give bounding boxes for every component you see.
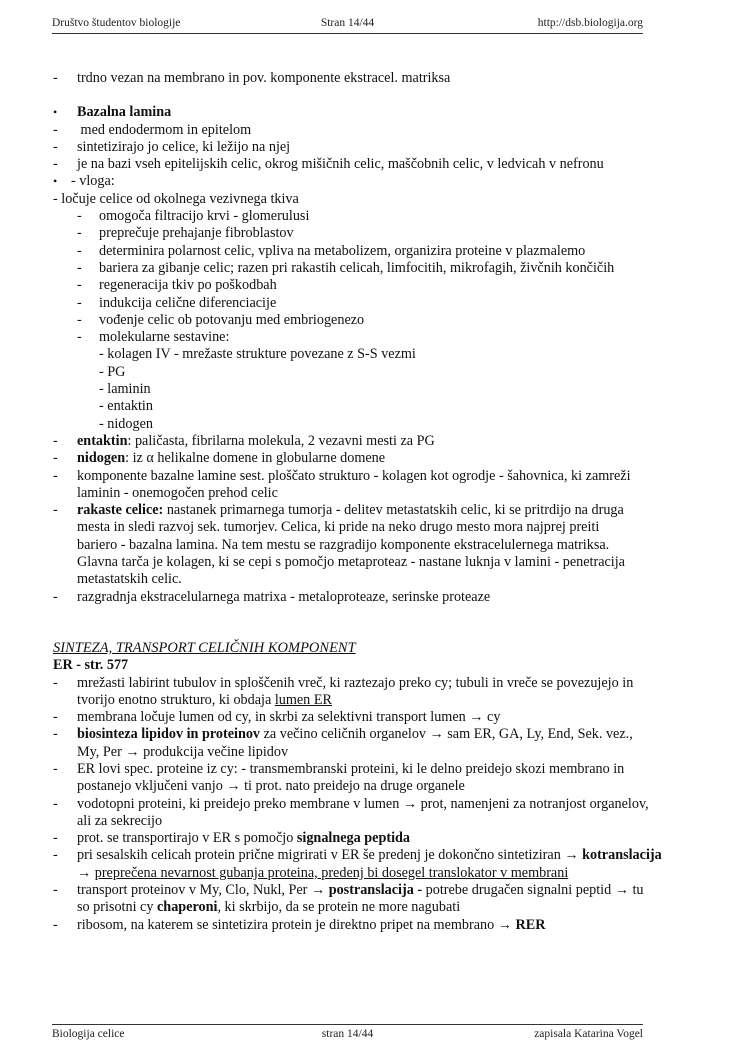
page-header [52, 17, 643, 34]
list-item: - mrežasti labirint tubulov in sploščenih vreč, ki raztezajo preko cy; tubuli in vreče se povezujejo in tvorijo enotno strukturo, ki obdaja lumen ER [53, 674, 634, 708]
vloga-heading: • - vloga: [53, 173, 115, 190]
term-rakaste-celice: rakaste celice: [77, 502, 164, 519]
header-url: http://dsb.biologija.org [537, 17, 643, 29]
header-org: Društvo študentov biologije [52, 17, 181, 29]
er-heading: ER - str. 577 [53, 657, 129, 674]
list-item: - biosinteza lipidov in proteinov za večino celičnih organelov → sam ER, GA, Ly, End, Sek. vez., My, Per → produkcija večine lipidov [53, 726, 633, 760]
heading-bazalna: Bazalna lamina [77, 104, 172, 121]
molecular-item: - PG [99, 363, 126, 380]
term-nidogen: nidogen [77, 450, 126, 467]
list-item: - komponente bazalne lamine sest. ploščato strukturo - kolagen kot ogrodje - šahovnica, ki zamreži laminin - onemogočen prehod celic [53, 467, 631, 501]
section-title: SINTEZA, TRANSPORT CELIČNIH KOMPONENT [53, 639, 356, 656]
list-item: - vođenje celic ob potovanju med embriogenezo [77, 311, 365, 328]
list-item: - ER lovi spec. proteine iz cy: - transmembranski proteini, ki le delno preidejo skozi membrano in postanejo vključeni vanjo → ti prot. nato preidejo na druge organele [53, 760, 625, 795]
list-item: - pri sesalskih celicah protein prične migrirati v ER še predenj je dokončno sintetiziran → kotranslacija → preprečena nevarnost gubanja proteina, predenj bi dosegel translokator v membrani [53, 847, 662, 881]
list-item: - transport proteinov v My, Clo, Nukl, Per → postranslacija - potrebe drugačen signalni peptid → tu so prisotni cy chaperoni, ki skrbijo, da se protein ne more nagubati [53, 882, 644, 916]
document-body [53, 70, 662, 934]
list-item: - membrana ločuje lumen od cy, in skrbi za selektivni transport lumen → cy [53, 709, 501, 726]
footer-author: zapisala Katarina Vogel [534, 1028, 643, 1040]
list-item: - omogoča filtracijo krvi - glomerulusi [77, 208, 310, 225]
bullet-icon: • [53, 174, 58, 189]
list-item: - preprečuje prehajanje fibroblastov [77, 225, 294, 242]
list-item: - med endodermom in epitelom [53, 121, 252, 138]
list-item: - nidogen: iz α helikalne domene in globularne domene [53, 450, 386, 467]
footer-page: stran 14/44 [321, 1028, 374, 1040]
list-item: - bariera za gibanje celic; razen pri rakastih celicah, limfocitih, mikrofagih, živčnih končičih [77, 259, 615, 276]
list-item: - determinira polarnost celic, vpliva na metabolizem, organizira proteine v plazmalemo [77, 242, 586, 259]
list-item: - ribosom, na katerem se sintetizira protein je direktno pripet na membrano → RER [53, 916, 546, 933]
header-page: Stran 14/44 [320, 17, 375, 29]
page-footer [52, 1024, 643, 1043]
bullet-icon: • [53, 105, 58, 120]
molecular-item: - nidogen [99, 415, 153, 432]
list-item: - rakaste celice: nastanek primarnega tumorja - delitev metastatskih celic, ki se pritrdijo na druga mesta in sledi razvoj sek. tumorjev. Celica, ki pride na neko drugo mesto mora najprej preiti bariero - bazalna lamina. Na tem mestu se razgradijo komponente ekstracelulernega matriksa. Glavna tarča je kolagen, ki se cepi s pomočjo metaproteaz - nastane luknja v lamini - penetracija metastatskih celic. [53, 502, 625, 588]
list-item: - ločuje celice od okolnega vezivnega tkiva [53, 190, 299, 207]
molecular-item: - entaktin [99, 398, 153, 415]
list-item: - indukcija celične diferenciacije [77, 294, 277, 311]
molecular-item: - kolagen IV - mrežaste strukture povezane z S-S vezmi [99, 346, 416, 363]
list-item: - je na bazi vseh epitelijskih celic, okrog mišičnih celic, maščobnih celic, v ledvicah v nefronu [53, 156, 604, 173]
list-item: - sintetizirajo jo celice, ki ležijo na njej [53, 138, 291, 155]
list-item: - vodotopni proteini, ki preidejo preko membrane v lumen → prot, namenjeni za notranjost organelov, ali za sekrecijo [53, 795, 649, 829]
list-item: - regeneracija tkiv po poškodbah [77, 277, 277, 294]
list-item: - prot. se transportirajo v ER s pomočjo signalnega peptida [53, 830, 411, 847]
list-item: - molekularne sestavine: [77, 329, 230, 346]
section-bazalna-lamina [53, 104, 653, 121]
list-item: - trdno vezan na membrano in pov. komponente ekstracel. matriksa [53, 70, 451, 86]
footer-course: Biologija celice [52, 1028, 125, 1040]
term-entaktin: entaktin [77, 432, 128, 449]
list-item: - entaktin: paličasta, fibrilarna molekula, 2 vezavni mesti za PG [53, 432, 435, 449]
list-item: - razgradnja ekstracelularnega matrixa - metaloproteaze, serinske proteaze [53, 588, 491, 605]
molecular-item: - laminin [99, 381, 151, 398]
